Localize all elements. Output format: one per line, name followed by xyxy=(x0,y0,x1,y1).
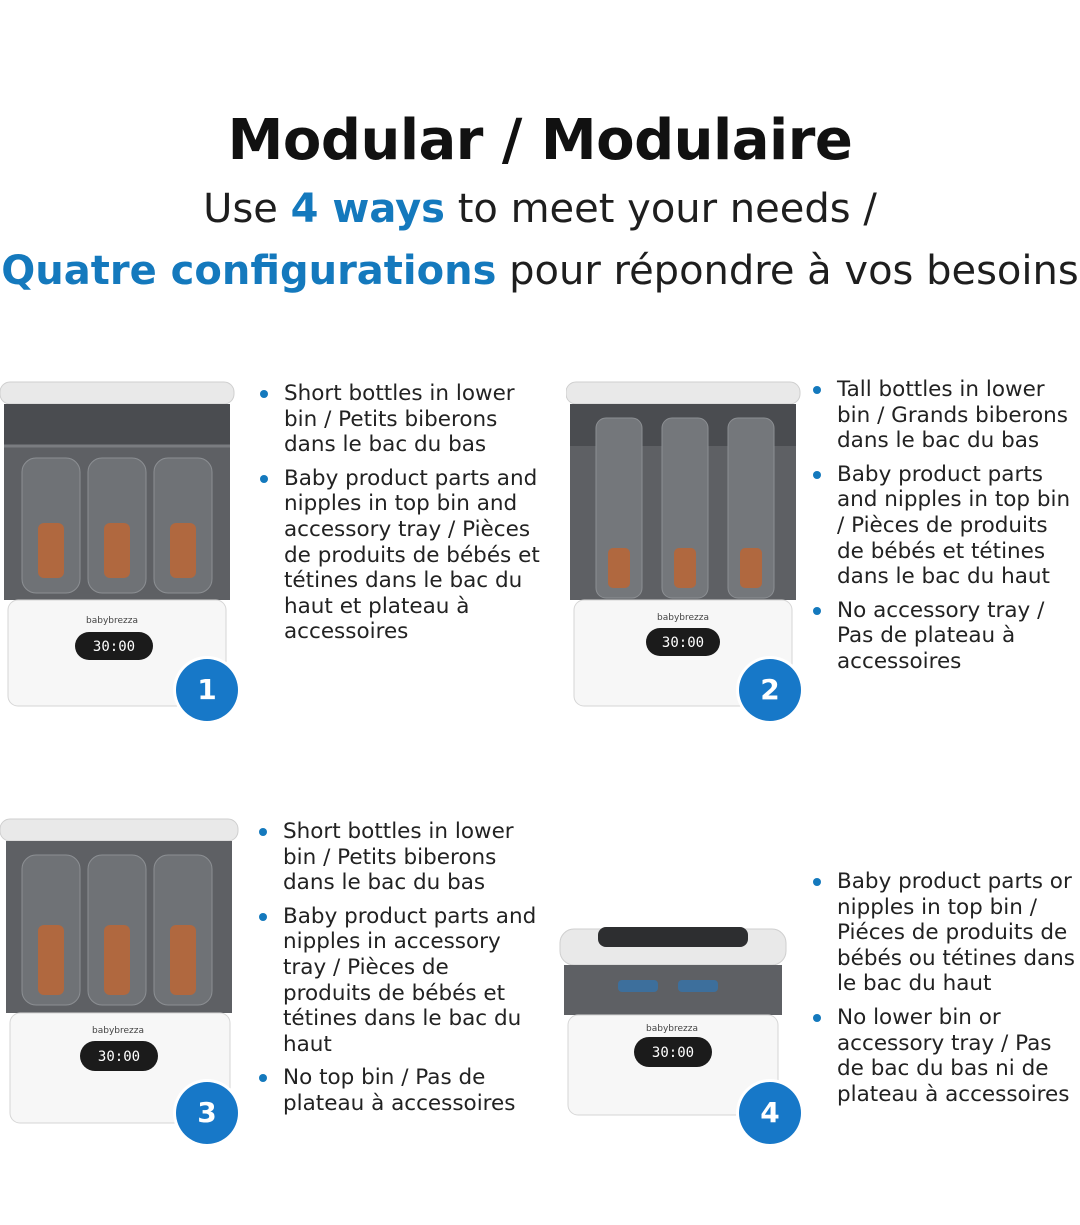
brand-label: babybrezza xyxy=(657,613,709,623)
config-2-bullets xyxy=(811,377,1080,683)
config-1-bullets xyxy=(258,381,550,653)
config-3-bullet-1: Short bottles in lower bin / Petits biberons dans le bac du bas xyxy=(257,819,537,896)
config-4-bullet-2: No lower bin or accessory tray / Pas de bac du bas ni de plateau à accessoires xyxy=(811,1005,1080,1107)
brand-label: babybrezza xyxy=(646,1024,698,1034)
subtitle-french-highlight: Quatre configurations xyxy=(1,248,497,294)
subtitle-french xyxy=(0,248,1080,294)
config-number-4-badge: 4 xyxy=(739,1082,801,1144)
brand-label: babybrezza xyxy=(86,616,138,626)
display-readout: 30:00 xyxy=(651,1045,695,1061)
display-readout: 30:00 xyxy=(92,639,136,655)
config-3-bullet-2: Baby product parts and nipples in accessory tray / Pièces de produits de bébés et tétines dans le bac du haut xyxy=(257,904,537,1058)
config-number-2-badge: 2 xyxy=(739,659,801,721)
config-4-bullet-1: Baby product parts or nipples in top bin / Piéces de produits de bébés ou tétines dans le bac du haut xyxy=(811,869,1080,997)
subtitle-french-post: pour répondre à vos besoins xyxy=(496,248,1079,294)
subtitle-english-pre: Use xyxy=(203,186,291,232)
config-3-bullet-3: No top bin / Pas de plateau à accessoires xyxy=(257,1065,537,1116)
subtitle-english-highlight: 4 ways xyxy=(290,186,445,232)
config-1-bullet-1: Short bottles in lower bin / Petits biberons dans le bac du bas xyxy=(258,381,550,458)
config-2-bullet-3: No accessory tray / Pas de plateau à accessoires xyxy=(811,598,1080,675)
config-2-bullet-2: Baby product parts and nipples in top bin / Pièces de produits de bébés et tétines dans le bac du haut xyxy=(811,462,1080,590)
subtitle-english-post: to meet your needs / xyxy=(444,186,877,232)
config-4-bullets xyxy=(811,869,1080,1115)
config-2-bullet-1: Tall bottles in lower bin / Grands biberons dans le bac du bas xyxy=(811,377,1080,454)
config-number-1-badge: 1 xyxy=(176,659,238,721)
config-3-bullets xyxy=(257,819,537,1125)
config-1-bullet-2: Baby product parts and nipples in top bin and accessory tray / Pièces de produits de bébés et tétines dans le bac du haut et plateau à accessoires xyxy=(258,466,550,645)
display-readout: 30:00 xyxy=(97,1049,141,1065)
page-title: Modular / Modulaire xyxy=(227,108,853,173)
display-readout: 30:00 xyxy=(661,635,705,651)
config-number-3-badge: 3 xyxy=(176,1082,238,1144)
brand-label: babybrezza xyxy=(92,1026,144,1036)
subtitle-english xyxy=(0,186,1080,232)
